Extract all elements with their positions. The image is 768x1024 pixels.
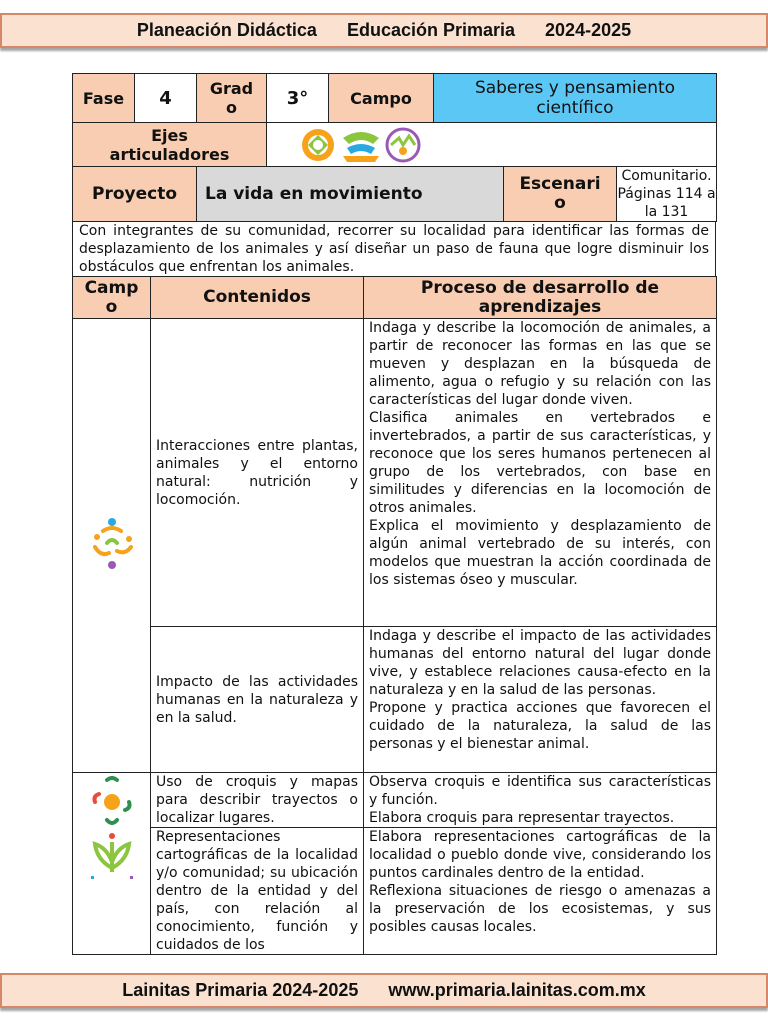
proyecto-label: Proyecto <box>73 167 197 222</box>
pensamiento-critico-icon <box>87 517 137 571</box>
campo-value: Saberes y pensamiento científico <box>434 74 717 123</box>
header-proceso: Proceso de desarrollo de aprendizajes <box>364 277 717 319</box>
contenido-4: Representaciones cartográficas de la localidad y/o comunidad; su ubicación dentro de la entidad y del país, con relación al conocimiento, función y cuidados de los <box>151 828 364 955</box>
apropiacion-culturas-icon <box>87 832 137 886</box>
footer-banner <box>0 973 768 1008</box>
fase-value: 4 <box>135 74 197 123</box>
ejes-label: Ejes articuladores <box>73 123 267 167</box>
vida-saludable-icon <box>387 129 419 161</box>
project-description: Con integrantes de su comunidad, recorrer su localidad para identificar las formas de desplazamiento de los animales y así diseñar un paso de fauna que logre disminuir los obstáculos que enfrentan los animales. <box>73 222 716 277</box>
proceso-4: Elabora representaciones cartográficas de la localidad o pueblo donde vive, considerando los puntos cardinales dentro de la entidad. Reflexiona situaciones de riesgo o amenazas a la preservación de los ecosistemas, y sus posibles causas locales. <box>364 828 717 955</box>
header-banner <box>0 13 768 48</box>
content-table <box>72 276 717 955</box>
ejes-icons-group <box>299 126 429 164</box>
fase-label: Fase <box>73 74 135 123</box>
grado-label: Grad o <box>197 74 267 123</box>
grado-value: 3° <box>267 74 329 123</box>
escenario-value: Comunitario. Páginas 114 a la 131 <box>617 168 716 220</box>
campo-icons-cell-2 <box>73 773 151 955</box>
footer-brand: Lainitas Primaria 2024-2025 <box>122 980 359 1000</box>
contenido-2: Impacto de las actividades humanas en la naturaleza y en la salud. <box>151 627 364 773</box>
ejes-icons <box>267 123 717 167</box>
igualdad-genero-icon <box>87 776 137 828</box>
header-contenidos: Contenidos <box>151 277 364 319</box>
proceso-1: Indaga y describe la locomoción de animales, a partir de reconocer las formas en las que se mueven y desplazan en la búsqueda de alimento, agua o refugio y su relación con las características del lugar donde viven. Clasifica animales en vertebrados e invertebrados, a partir de sus características, y reconoce que los seres humanos pertenecen al grupo de los vertebrados, con base en similitudes y diferencias en la locomoción de otros animales. Explica el movimiento y desplazamiento de algún animal vertebrado de su interés, con modelos que muestran la acción coordinada de los sistemas óseo y muscular. <box>364 319 717 627</box>
header-title: Planeación Didáctica <box>136 20 317 40</box>
header-level: Educación Primaria <box>346 20 516 40</box>
proceso-3: Observa croquis e identifica sus características y función. Elabora croquis para representar trayectos. <box>364 773 717 828</box>
proyecto-value: La vida en movimiento <box>197 167 504 222</box>
inclusion-icon <box>302 129 334 161</box>
info-table <box>72 73 717 222</box>
campo-label: Campo <box>329 74 434 123</box>
description-table <box>72 221 716 277</box>
header-year: 2024-2025 <box>545 20 632 40</box>
escenario-label: Escenari o <box>504 167 617 222</box>
header-campo: Camp o <box>73 277 151 319</box>
contenido-3: Uso de croquis y mapas para describir trayectos o localizar lugares. <box>151 773 364 828</box>
interculturalidad-icon <box>343 132 379 162</box>
contenido-1: Interacciones entre plantas, animales y el entorno natural: nutrición y locomoción. <box>151 319 364 627</box>
campo-icon-cell <box>73 319 151 773</box>
footer-url[interactable]: www.primaria.lainitas.com.mx <box>388 980 646 1000</box>
proceso-2: Indaga y describe el impacto de las actividades humanas del entorno natural del lugar donde vive, y establece relaciones causa-efecto en la naturaleza y en la salud de las personas. Propone y practica acciones que favorecen el cuidado de la naturaleza, la salud de las personas y el bienestar animal. <box>364 627 717 773</box>
